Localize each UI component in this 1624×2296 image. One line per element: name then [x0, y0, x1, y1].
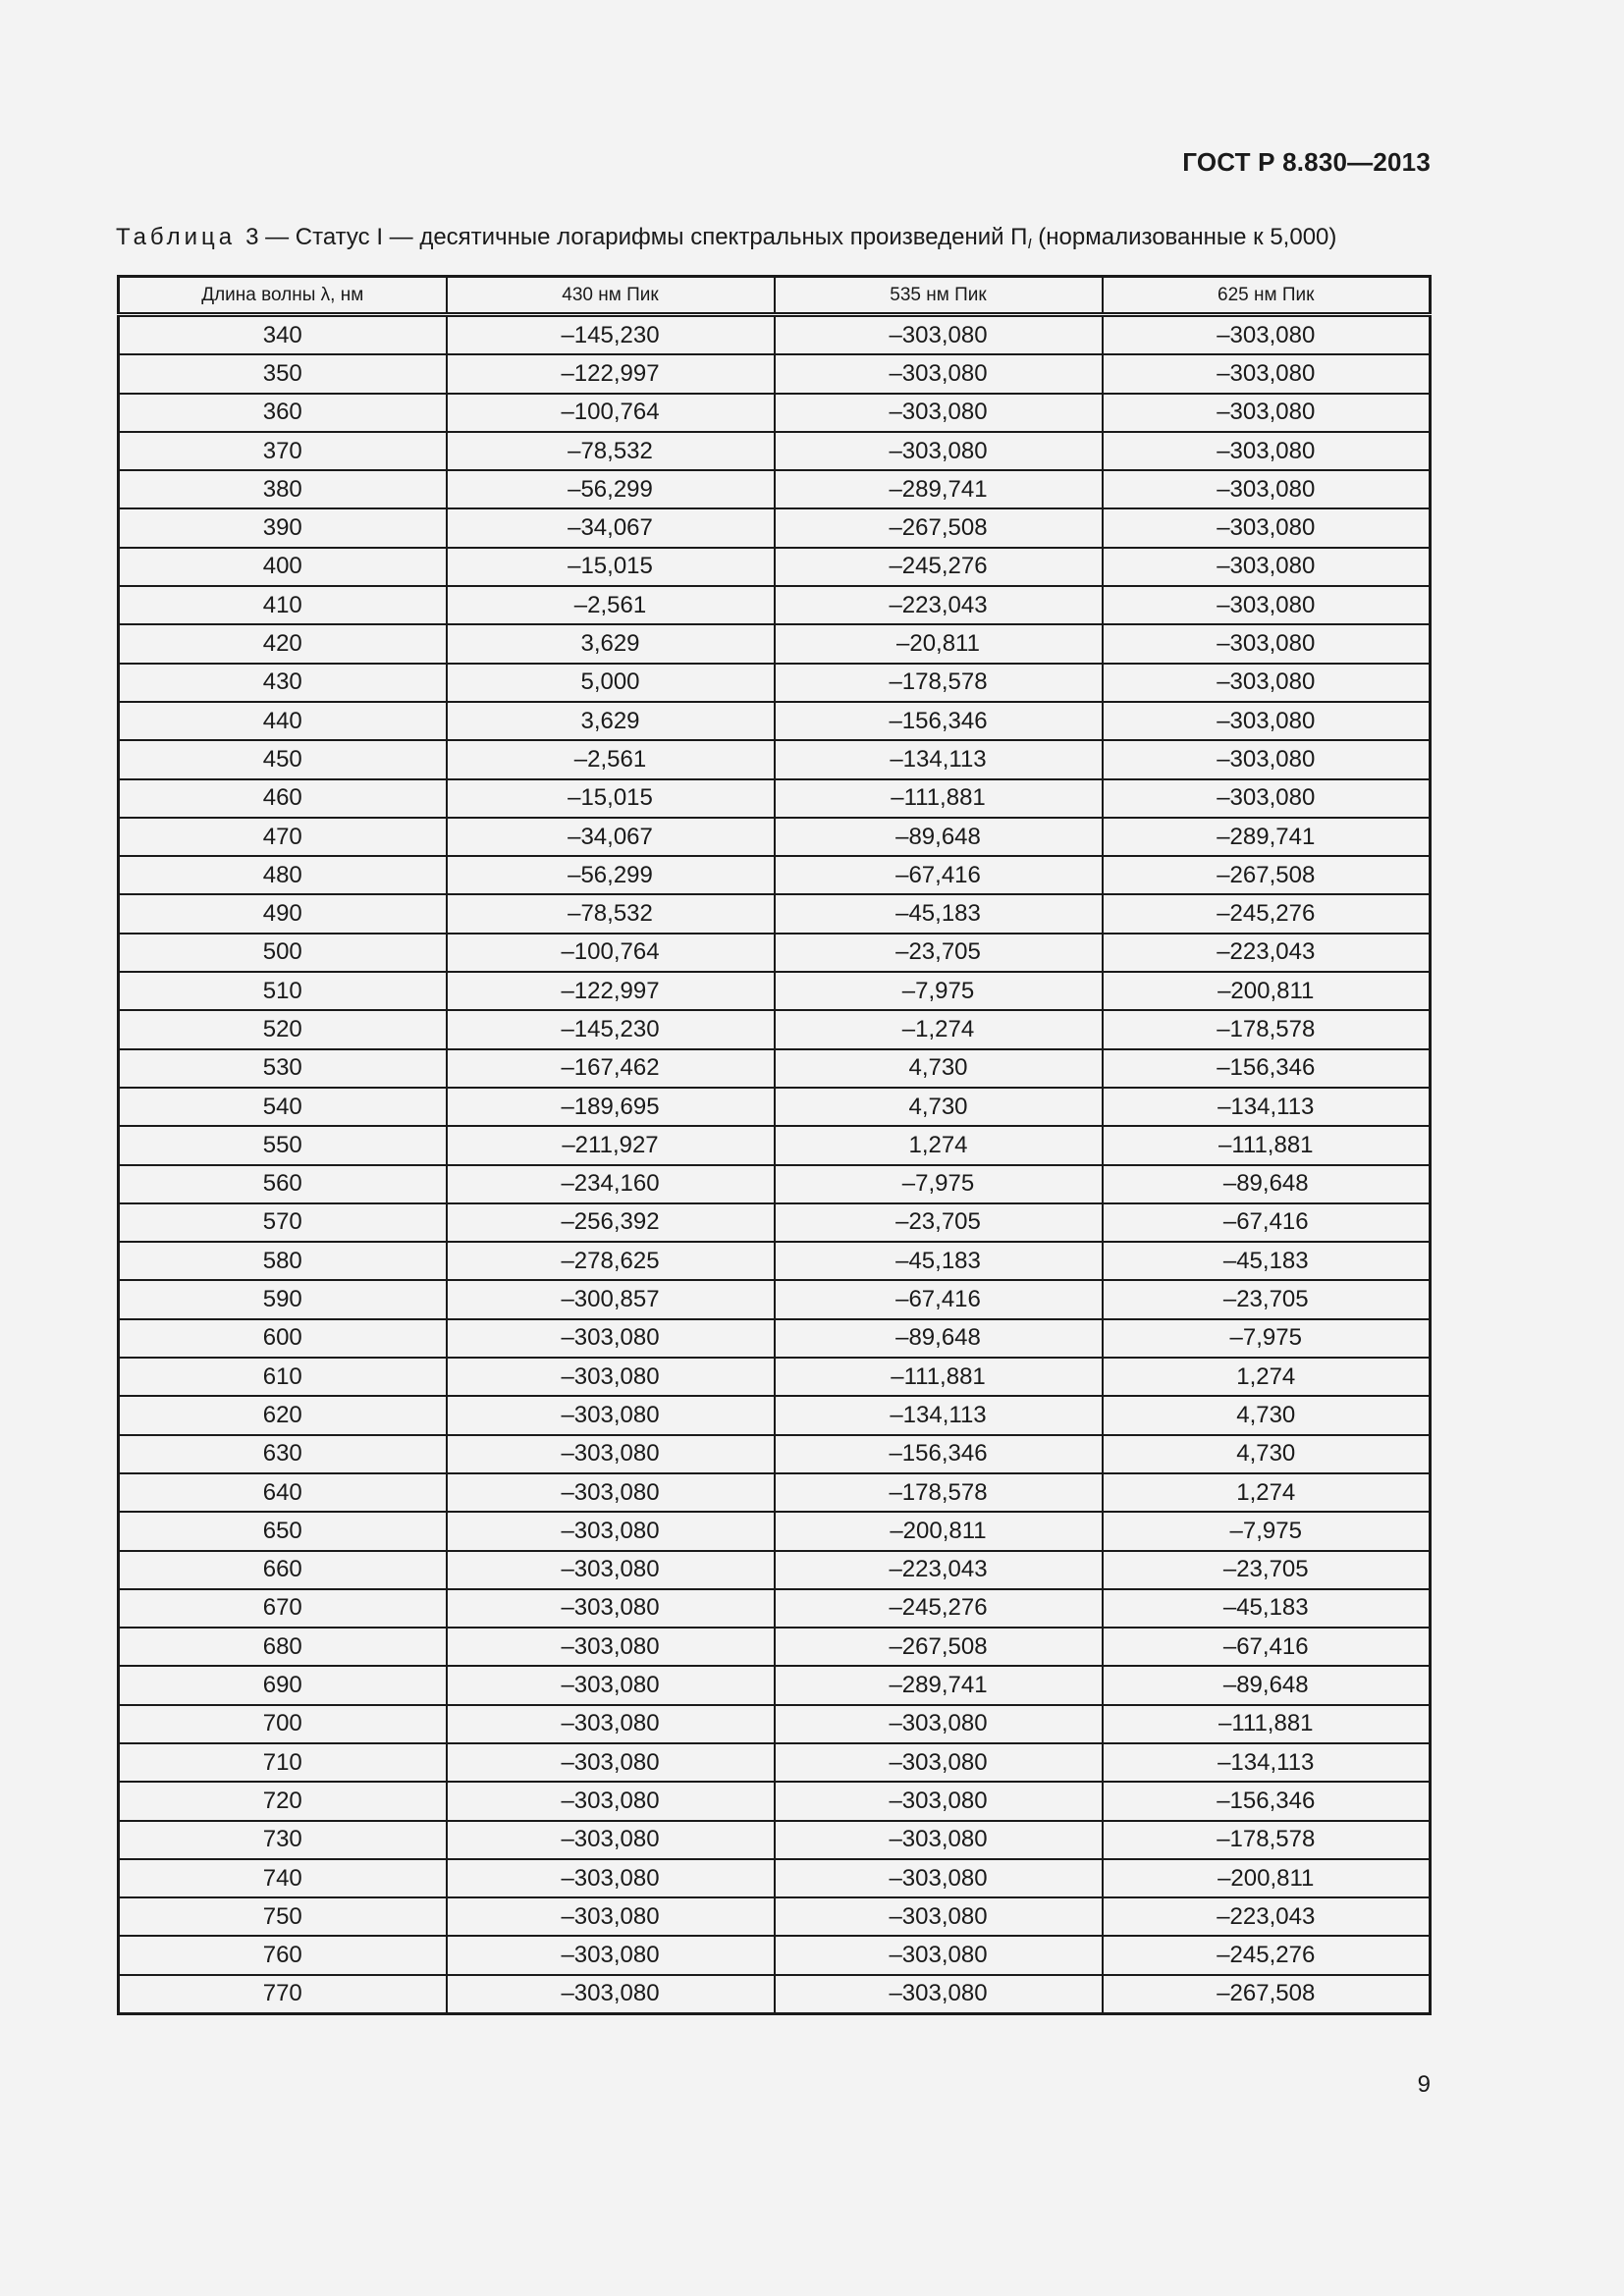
cell-wavelength: 680 — [119, 1628, 447, 1666]
cell-wavelength: 380 — [119, 470, 447, 508]
cell-430nm: –15,015 — [447, 548, 775, 586]
cell-535nm: –178,578 — [775, 664, 1103, 702]
header-625nm-peak: 625 нм Пик — [1103, 277, 1431, 315]
table-row — [119, 934, 1431, 972]
table-row — [119, 394, 1431, 432]
table-row — [119, 1088, 1431, 1126]
cell-wavelength: 360 — [119, 394, 447, 432]
cell-625nm: –303,080 — [1103, 624, 1431, 663]
cell-535nm: 4,730 — [775, 1049, 1103, 1088]
table-row — [119, 1589, 1431, 1628]
cell-535nm: –1,274 — [775, 1010, 1103, 1048]
table-row — [119, 354, 1431, 393]
cell-wavelength: 720 — [119, 1782, 447, 1820]
cell-430nm: –303,080 — [447, 1975, 775, 2014]
cell-625nm: –111,881 — [1103, 1705, 1431, 1743]
cell-535nm: 1,274 — [775, 1126, 1103, 1164]
cell-430nm: –303,080 — [447, 1628, 775, 1666]
cell-535nm: –111,881 — [775, 779, 1103, 818]
cell-625nm: –303,080 — [1103, 470, 1431, 508]
cell-535nm: –303,080 — [775, 432, 1103, 470]
cell-625nm: –303,080 — [1103, 432, 1431, 470]
cell-430nm: –34,067 — [447, 508, 775, 547]
cell-wavelength: 690 — [119, 1666, 447, 1704]
cell-625nm: –45,183 — [1103, 1242, 1431, 1280]
cell-wavelength: 620 — [119, 1396, 447, 1434]
table-row — [119, 315, 1431, 355]
cell-535nm: –303,080 — [775, 1821, 1103, 1859]
table-row — [119, 624, 1431, 663]
cell-wavelength: 740 — [119, 1859, 447, 1897]
cell-535nm: –111,881 — [775, 1358, 1103, 1396]
cell-535nm: –303,080 — [775, 1705, 1103, 1743]
cell-625nm: –45,183 — [1103, 1589, 1431, 1628]
cell-625nm: 4,730 — [1103, 1435, 1431, 1473]
cell-wavelength: 470 — [119, 818, 447, 856]
cell-wavelength: 440 — [119, 702, 447, 740]
table-row — [119, 702, 1431, 740]
cell-430nm: –100,764 — [447, 394, 775, 432]
cell-430nm: –56,299 — [447, 470, 775, 508]
cell-430nm: –303,080 — [447, 1473, 775, 1512]
table-caption-subscript: I — [1027, 236, 1032, 252]
cell-535nm: 4,730 — [775, 1088, 1103, 1126]
cell-wavelength: 450 — [119, 740, 447, 778]
cell-wavelength: 590 — [119, 1280, 447, 1318]
cell-wavelength: 510 — [119, 972, 447, 1010]
cell-535nm: –223,043 — [775, 586, 1103, 624]
cell-625nm: –267,508 — [1103, 1975, 1431, 2014]
table-row — [119, 1435, 1431, 1473]
cell-wavelength: 540 — [119, 1088, 447, 1126]
cell-430nm: –15,015 — [447, 779, 775, 818]
cell-625nm: –303,080 — [1103, 779, 1431, 818]
cell-430nm: –2,561 — [447, 586, 775, 624]
table-row — [119, 1666, 1431, 1704]
cell-430nm: –189,695 — [447, 1088, 775, 1126]
cell-625nm: –134,113 — [1103, 1743, 1431, 1782]
table-row — [119, 1396, 1431, 1434]
cell-430nm: –303,080 — [447, 1897, 775, 1936]
cell-535nm: –303,080 — [775, 315, 1103, 355]
cell-wavelength: 520 — [119, 1010, 447, 1048]
cell-625nm: –289,741 — [1103, 818, 1431, 856]
table-row — [119, 470, 1431, 508]
cell-wavelength: 340 — [119, 315, 447, 355]
cell-430nm: –145,230 — [447, 315, 775, 355]
cell-wavelength: 760 — [119, 1936, 447, 1974]
table-row — [119, 1975, 1431, 2014]
cell-wavelength: 670 — [119, 1589, 447, 1628]
cell-430nm: 5,000 — [447, 664, 775, 702]
table-row — [119, 1049, 1431, 1088]
cell-625nm: –111,881 — [1103, 1126, 1431, 1164]
table-row — [119, 1743, 1431, 1782]
cell-535nm: –7,975 — [775, 972, 1103, 1010]
cell-wavelength: 600 — [119, 1319, 447, 1358]
cell-wavelength: 700 — [119, 1705, 447, 1743]
cell-wavelength: 410 — [119, 586, 447, 624]
cell-430nm: –167,462 — [447, 1049, 775, 1088]
cell-430nm: –303,080 — [447, 1319, 775, 1358]
cell-625nm: –303,080 — [1103, 664, 1431, 702]
cell-wavelength: 550 — [119, 1126, 447, 1164]
table-row — [119, 1936, 1431, 1974]
table-row — [119, 1165, 1431, 1203]
cell-535nm: –45,183 — [775, 1242, 1103, 1280]
cell-wavelength: 390 — [119, 508, 447, 547]
cell-625nm: –23,705 — [1103, 1551, 1431, 1589]
table-row — [119, 1203, 1431, 1242]
cell-625nm: –303,080 — [1103, 354, 1431, 393]
cell-430nm: –303,080 — [447, 1821, 775, 1859]
header-430nm-peak: 430 нм Пик — [447, 277, 775, 315]
cell-625nm: 1,274 — [1103, 1473, 1431, 1512]
cell-wavelength: 630 — [119, 1435, 447, 1473]
table-row — [119, 1821, 1431, 1859]
table-row — [119, 1319, 1431, 1358]
cell-430nm: –303,080 — [447, 1705, 775, 1743]
cell-wavelength: 530 — [119, 1049, 447, 1088]
cell-430nm: –303,080 — [447, 1743, 775, 1782]
cell-625nm: –156,346 — [1103, 1049, 1431, 1088]
cell-625nm: 1,274 — [1103, 1358, 1431, 1396]
table-caption-label: Таблица — [116, 224, 237, 250]
table-row — [119, 972, 1431, 1010]
cell-535nm: –200,811 — [775, 1512, 1103, 1550]
cell-wavelength: 640 — [119, 1473, 447, 1512]
cell-625nm: –178,578 — [1103, 1010, 1431, 1048]
cell-430nm: –2,561 — [447, 740, 775, 778]
cell-535nm: –23,705 — [775, 934, 1103, 972]
cell-535nm: –303,080 — [775, 1743, 1103, 1782]
cell-535nm: –223,043 — [775, 1551, 1103, 1589]
cell-625nm: –303,080 — [1103, 586, 1431, 624]
table-row — [119, 894, 1431, 933]
cell-430nm: –234,160 — [447, 1165, 775, 1203]
cell-535nm: –178,578 — [775, 1473, 1103, 1512]
cell-wavelength: 770 — [119, 1975, 447, 2014]
page-number: 9 — [1417, 2071, 1431, 2098]
table-row — [119, 856, 1431, 894]
cell-430nm: –303,080 — [447, 1936, 775, 1974]
table-row — [119, 1628, 1431, 1666]
cell-625nm: 4,730 — [1103, 1396, 1431, 1434]
table-row — [119, 1705, 1431, 1743]
cell-430nm: –78,532 — [447, 894, 775, 933]
cell-wavelength: 370 — [119, 432, 447, 470]
cell-625nm: –67,416 — [1103, 1628, 1431, 1666]
cell-625nm: –134,113 — [1103, 1088, 1431, 1126]
cell-535nm: –303,080 — [775, 1975, 1103, 2014]
table-row — [119, 1473, 1431, 1512]
cell-430nm: –300,857 — [447, 1280, 775, 1318]
table-row — [119, 1358, 1431, 1396]
table-caption-text: 3 — Статус I — десятичные логарифмы спектральных произведений П — [245, 224, 1028, 250]
cell-wavelength: 580 — [119, 1242, 447, 1280]
cell-430nm: –303,080 — [447, 1358, 775, 1396]
cell-535nm: –23,705 — [775, 1203, 1103, 1242]
cell-535nm: –20,811 — [775, 624, 1103, 663]
table-row — [119, 1280, 1431, 1318]
cell-625nm: –303,080 — [1103, 508, 1431, 547]
cell-535nm: –67,416 — [775, 856, 1103, 894]
cell-430nm: –256,392 — [447, 1203, 775, 1242]
cell-535nm: –89,648 — [775, 1319, 1103, 1358]
cell-535nm: –245,276 — [775, 548, 1103, 586]
cell-430nm: –303,080 — [447, 1589, 775, 1628]
cell-430nm: 3,629 — [447, 624, 775, 663]
header-wavelength: Длина волны λ, нм — [119, 277, 447, 315]
cell-535nm: –156,346 — [775, 702, 1103, 740]
cell-535nm: –303,080 — [775, 1897, 1103, 1936]
cell-wavelength: 730 — [119, 1821, 447, 1859]
cell-535nm: –89,648 — [775, 818, 1103, 856]
cell-625nm: –303,080 — [1103, 315, 1431, 355]
table-header-row — [119, 277, 1431, 315]
cell-wavelength: 560 — [119, 1165, 447, 1203]
table-row — [119, 779, 1431, 818]
table-row — [119, 1551, 1431, 1589]
cell-625nm: –303,080 — [1103, 394, 1431, 432]
cell-535nm: –303,080 — [775, 1936, 1103, 1974]
cell-wavelength: 570 — [119, 1203, 447, 1242]
cell-625nm: –267,508 — [1103, 856, 1431, 894]
cell-535nm: –303,080 — [775, 1782, 1103, 1820]
cell-430nm: –78,532 — [447, 432, 775, 470]
cell-535nm: –289,741 — [775, 470, 1103, 508]
cell-wavelength: 650 — [119, 1512, 447, 1550]
cell-535nm: –45,183 — [775, 894, 1103, 933]
table-row — [119, 1242, 1431, 1280]
table-row — [119, 548, 1431, 586]
table-row — [119, 586, 1431, 624]
cell-430nm: –122,997 — [447, 972, 775, 1010]
cell-535nm: –7,975 — [775, 1165, 1103, 1203]
cell-625nm: –303,080 — [1103, 548, 1431, 586]
cell-430nm: –303,080 — [447, 1396, 775, 1434]
cell-wavelength: 460 — [119, 779, 447, 818]
cell-535nm: –303,080 — [775, 354, 1103, 393]
cell-wavelength: 750 — [119, 1897, 447, 1936]
cell-625nm: –245,276 — [1103, 1936, 1431, 1974]
cell-430nm: –122,997 — [447, 354, 775, 393]
spectral-products-table — [117, 275, 1432, 2015]
cell-625nm: –223,043 — [1103, 1897, 1431, 1936]
cell-430nm: 3,629 — [447, 702, 775, 740]
cell-wavelength: 710 — [119, 1743, 447, 1782]
table-caption — [116, 224, 1336, 251]
cell-625nm: –178,578 — [1103, 1821, 1431, 1859]
cell-625nm: –67,416 — [1103, 1203, 1431, 1242]
cell-625nm: –245,276 — [1103, 894, 1431, 933]
cell-625nm: –156,346 — [1103, 1782, 1431, 1820]
cell-535nm: –303,080 — [775, 394, 1103, 432]
table-row — [119, 664, 1431, 702]
cell-wavelength: 660 — [119, 1551, 447, 1589]
cell-430nm: –145,230 — [447, 1010, 775, 1048]
cell-wavelength: 610 — [119, 1358, 447, 1396]
cell-625nm: –303,080 — [1103, 740, 1431, 778]
table-row — [119, 740, 1431, 778]
header-535nm-peak: 535 нм Пик — [775, 277, 1103, 315]
cell-430nm: –303,080 — [447, 1512, 775, 1550]
table-row — [119, 508, 1431, 547]
cell-430nm: –303,080 — [447, 1666, 775, 1704]
cell-wavelength: 400 — [119, 548, 447, 586]
cell-430nm: –56,299 — [447, 856, 775, 894]
cell-625nm: –7,975 — [1103, 1512, 1431, 1550]
cell-wavelength: 420 — [119, 624, 447, 663]
cell-625nm: –7,975 — [1103, 1319, 1431, 1358]
cell-625nm: –200,811 — [1103, 1859, 1431, 1897]
table-caption-suffix: (нормализованные к 5,000) — [1031, 224, 1337, 250]
cell-535nm: –134,113 — [775, 740, 1103, 778]
table-row — [119, 432, 1431, 470]
cell-430nm: –100,764 — [447, 934, 775, 972]
cell-535nm: –245,276 — [775, 1589, 1103, 1628]
table-row — [119, 1512, 1431, 1550]
cell-430nm: –34,067 — [447, 818, 775, 856]
cell-625nm: –223,043 — [1103, 934, 1431, 972]
table-body — [119, 315, 1431, 2014]
cell-625nm: –89,648 — [1103, 1666, 1431, 1704]
cell-535nm: –67,416 — [775, 1280, 1103, 1318]
table-row — [119, 1859, 1431, 1897]
cell-wavelength: 430 — [119, 664, 447, 702]
table-row — [119, 1010, 1431, 1048]
cell-430nm: –303,080 — [447, 1435, 775, 1473]
cell-535nm: –134,113 — [775, 1396, 1103, 1434]
table-row — [119, 1782, 1431, 1820]
document-code: ГОСТ Р 8.830—2013 — [1182, 147, 1431, 177]
cell-535nm: –289,741 — [775, 1666, 1103, 1704]
cell-625nm: –23,705 — [1103, 1280, 1431, 1318]
cell-430nm: –303,080 — [447, 1782, 775, 1820]
cell-625nm: –89,648 — [1103, 1165, 1431, 1203]
cell-430nm: –278,625 — [447, 1242, 775, 1280]
table-row — [119, 818, 1431, 856]
cell-430nm: –303,080 — [447, 1859, 775, 1897]
cell-wavelength: 350 — [119, 354, 447, 393]
cell-535nm: –267,508 — [775, 508, 1103, 547]
cell-430nm: –303,080 — [447, 1551, 775, 1589]
table-row — [119, 1126, 1431, 1164]
cell-wavelength: 480 — [119, 856, 447, 894]
cell-535nm: –267,508 — [775, 1628, 1103, 1666]
cell-625nm: –200,811 — [1103, 972, 1431, 1010]
cell-430nm: –211,927 — [447, 1126, 775, 1164]
cell-wavelength: 490 — [119, 894, 447, 933]
cell-625nm: –303,080 — [1103, 702, 1431, 740]
table-row — [119, 1897, 1431, 1936]
cell-535nm: –156,346 — [775, 1435, 1103, 1473]
cell-wavelength: 500 — [119, 934, 447, 972]
cell-535nm: –303,080 — [775, 1859, 1103, 1897]
